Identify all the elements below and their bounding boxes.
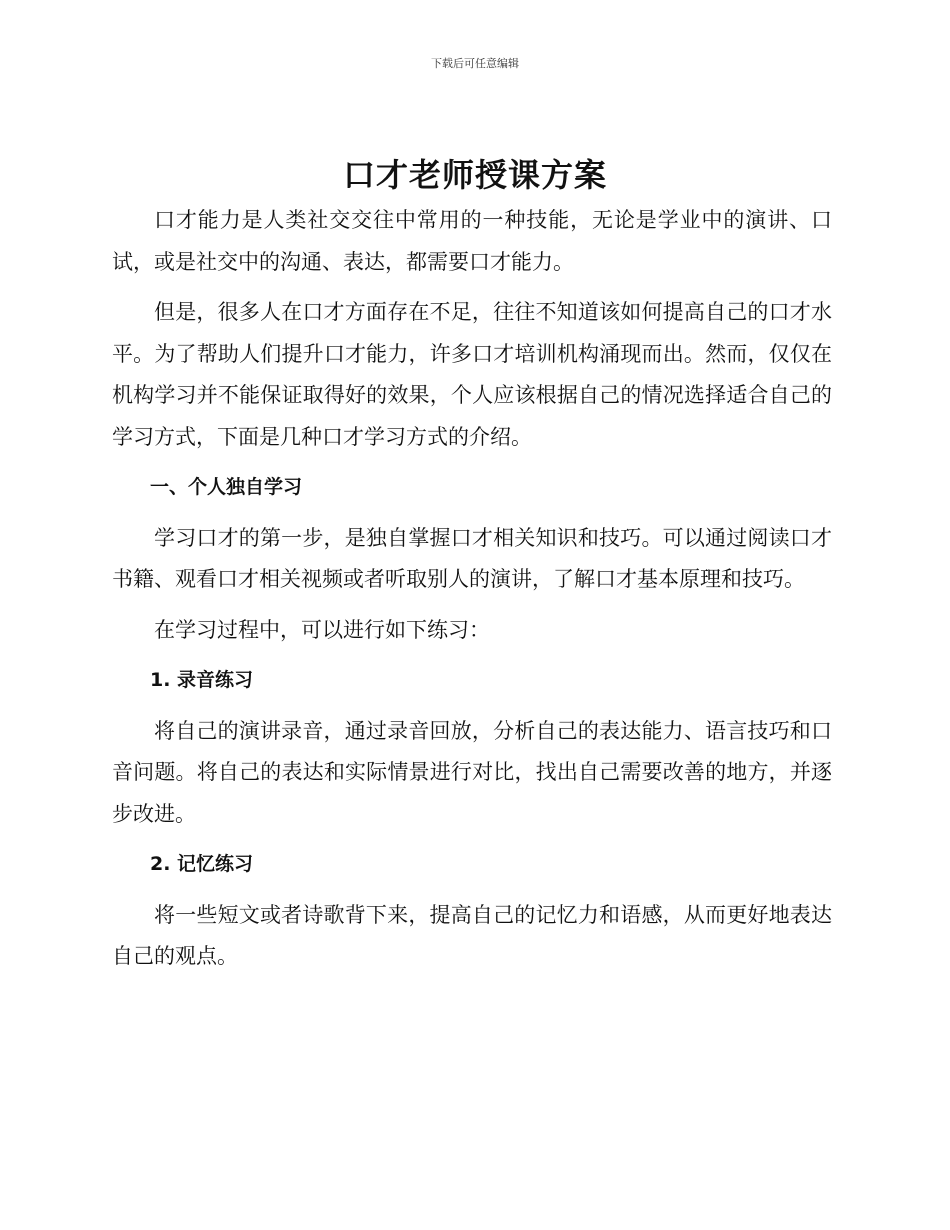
subheading-memory-practice: 2. 记忆练习 xyxy=(150,853,254,875)
subheading-recording-practice: 1. 录音练习 xyxy=(150,669,254,691)
paragraph-self-study: 学习口才的第一步，是独自掌握口才相关知识和技巧。可以通过阅读口才书籍、观看口才相关视频或者听取别人的演讲，了解口才基本原理和技巧。 xyxy=(112,525,832,591)
header-note: 下载后可任意编辑 xyxy=(431,57,519,70)
paragraph-recording-practice: 将自己的演讲录音，通过录音回放，分析自己的表达能力、语言技巧和口音问题。将自己的表达和实际情景进行对比，找出自己需要改善的地方，并逐步改进。 xyxy=(112,718,832,826)
document-title: 口才老师授课方案 xyxy=(342,156,607,194)
paragraph-memory-practice: 将一些短文或者诗歌背下来，提高自己的记忆力和语感，从而更好地表达自己的观点。 xyxy=(112,902,832,968)
paragraph-intro: 口才能力是人类社交交往中常用的一种技能，无论是学业中的演讲、口试，或是社交中的沟通、表达，都需要口才能力。 xyxy=(112,208,832,274)
document-body xyxy=(112,200,832,987)
paragraph-background: 但是，很多人在口才方面存在不足，往往不知道该如何提高自己的口才水平。为了帮助人们提升口才能力，许多口才培训机构涌现而出。然而，仅仅在机构学习并不能保证取得好的效果，个人应该根据自己的情况选择适合自己的学习方式，下面是几种口才学习方式的介绍。 xyxy=(112,300,832,449)
section-heading-self-study: 一、个人独自学习 xyxy=(150,476,303,498)
paragraph-practice-intro: 在学习过程中，可以进行如下练习： xyxy=(154,617,490,642)
